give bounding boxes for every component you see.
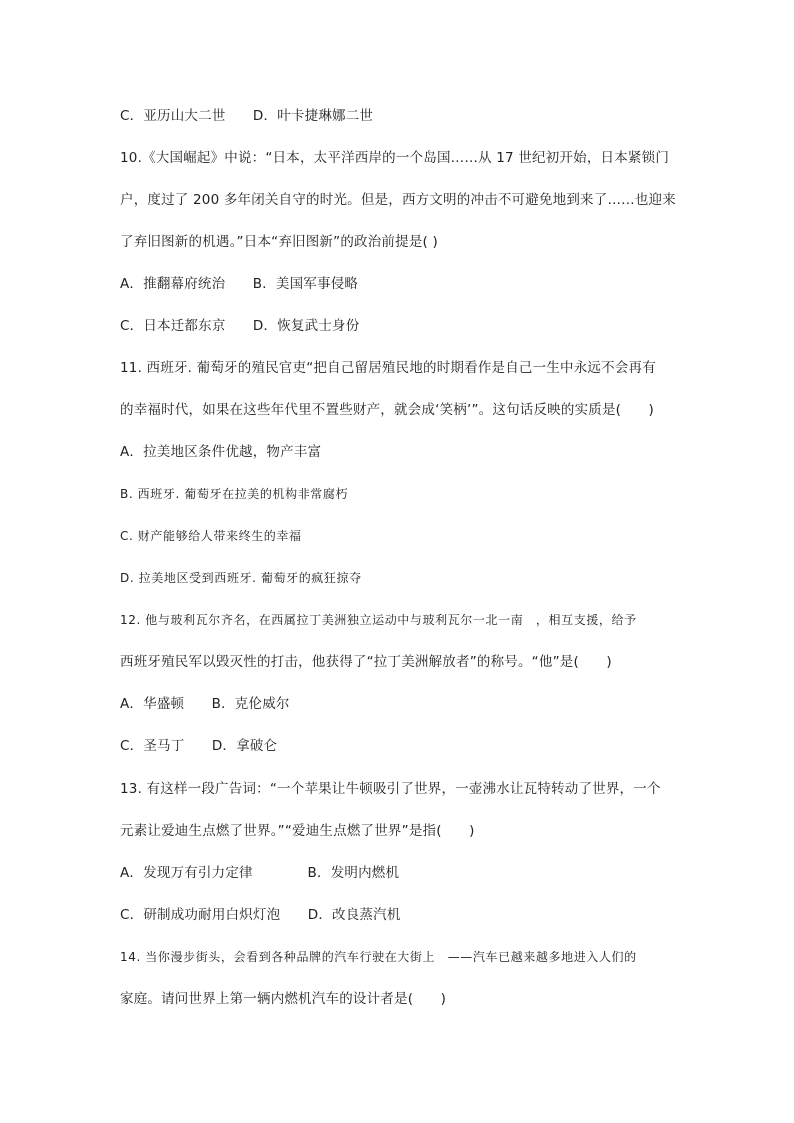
question-14-line-2: 家庭。请问世界上第一辆内燃机汽车的设计者是( ) xyxy=(120,991,447,1007)
question-12-line-1: 12. 他与玻利瓦尔齐名，在西属拉丁美洲独立运动中与玻利瓦尔一北一南 ，相互支援，给予 xyxy=(120,613,637,627)
question-12-options-c-d: C．圣马丁 D．拿破仑 xyxy=(120,738,278,754)
question-11-option-a: A．拉美地区条件优越，物产丰富 xyxy=(120,444,322,460)
question-12-options-a-b: A．华盛顿 B．克伦威尔 xyxy=(120,696,290,712)
option-line-c-d: C．亚历山大二世 D．叶卡捷琳娜二世 xyxy=(120,108,374,124)
question-10-line-1: 10.《大国崛起》中说：“日本，太平洋西岸的一个岛国……从 17 世纪初开始，日本紧锁门 xyxy=(120,150,670,166)
question-12-line-2: 西班牙殖民军以毁灭性的打击，他获得了“拉丁美洲解放者”的称号。“他”是( ) xyxy=(120,654,612,670)
question-13-options-c-d: C．研制成功耐用白炽灯泡 D．改良蒸汽机 xyxy=(120,907,401,923)
question-11-line-2: 的幸福时代，如果在这些年代里不置些财产，就会成‘笑柄’”。这句话反映的实质是( ) xyxy=(120,402,655,418)
question-13-line-2: 元素让爱迪生点燃了世界。”“爱迪生点燃了世界”是指( ) xyxy=(120,823,475,839)
question-10-options-c-d: C．日本迁都东京 D．恢复武士身份 xyxy=(120,318,360,334)
question-13-line-1: 13. 有这样一段广告词：“一个苹果让牛顿吸引了世界，一壶沸水让瓦特转动了世界，一个 xyxy=(120,781,661,797)
question-10-line-2: 户，度过了 200 多年闭关自守的时光。但是，西方文明的冲击不可避免地到来了……也迎来 xyxy=(120,192,676,208)
question-11-option-c: C. 财产能够给人带来终生的幸福 xyxy=(120,529,302,543)
question-10-options-a-b: A．推翻幕府统治 B．美国军事侵略 xyxy=(120,276,359,292)
question-11-option-d: D. 拉美地区受到西班牙. 葡萄牙的疯狂掠夺 xyxy=(120,571,362,585)
question-10-line-3: 了弃旧图新的机遇。”日本“弃旧图新”的政治前提是( ) xyxy=(120,234,438,250)
question-14-line-1: 14. 当你漫步街头，会看到各种品牌的汽车行驶在大街上 ——汽车已越来越多地进入人们的 xyxy=(120,950,637,964)
question-11-line-1: 11. 西班牙. 葡萄牙的殖民官吏“把自己留居殖民地的时期看作是自己一生中永远不会再有 xyxy=(120,360,656,376)
question-13-options-a-b: A．发现万有引力定律 B．发明内燃机 xyxy=(120,865,400,881)
question-11-option-b: B. 西班牙. 葡萄牙在拉美的机构非常腐朽 xyxy=(120,487,349,501)
